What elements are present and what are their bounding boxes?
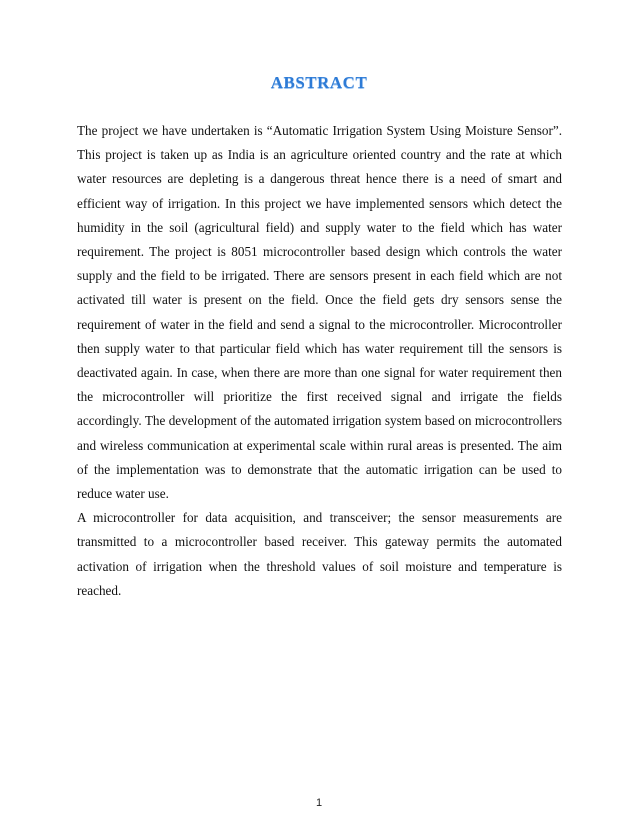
abstract-body <box>77 119 562 603</box>
page-title: ABSTRACT <box>270 73 368 92</box>
paragraph-1: The project we have undertaken is “Automatic Irrigation System Using Moisture Sensor”. This project is taken up as India is an agriculture oriented country and the rate at which water resources are depleting is a dangerous threat hence there is a need of smart and efficient way of irrigation. In this project we have implemented sensors which detect the humidity in the soil (agricultural field) and supply water to the field which has water requirement. The project is 8051 microcontroller based design which controls the water supply and the field to be irrigated. There are sensors present in each field which are not activated till water is present on the field. Once the field gets dry sensors sense the requirement of water in the field and send a signal to the microcontroller. Microcontroller then supply water to that particular field which has water requirement till the sensors is deactivated again. In case, when there are more than one signal for water requirement then the microcontroller will prioritize the first received signal and irrigate the fields accordingly. The development of the automated irrigation system based on microcontrollers and wireless communication at experimental scale within rural areas is presented. The aim of the implementation was to demonstrate that the automatic irrigation can be used to reduce water use. <box>77 123 562 502</box>
page-number: 1 <box>315 797 323 809</box>
paragraph-2: A microcontroller for data acquisition, and transceiver; the sensor measurements are transmitted to a microcontroller based receiver. This gateway permits the automated activation of irrigation when the threshold values of soil moisture and temperature is reached. <box>77 510 562 598</box>
